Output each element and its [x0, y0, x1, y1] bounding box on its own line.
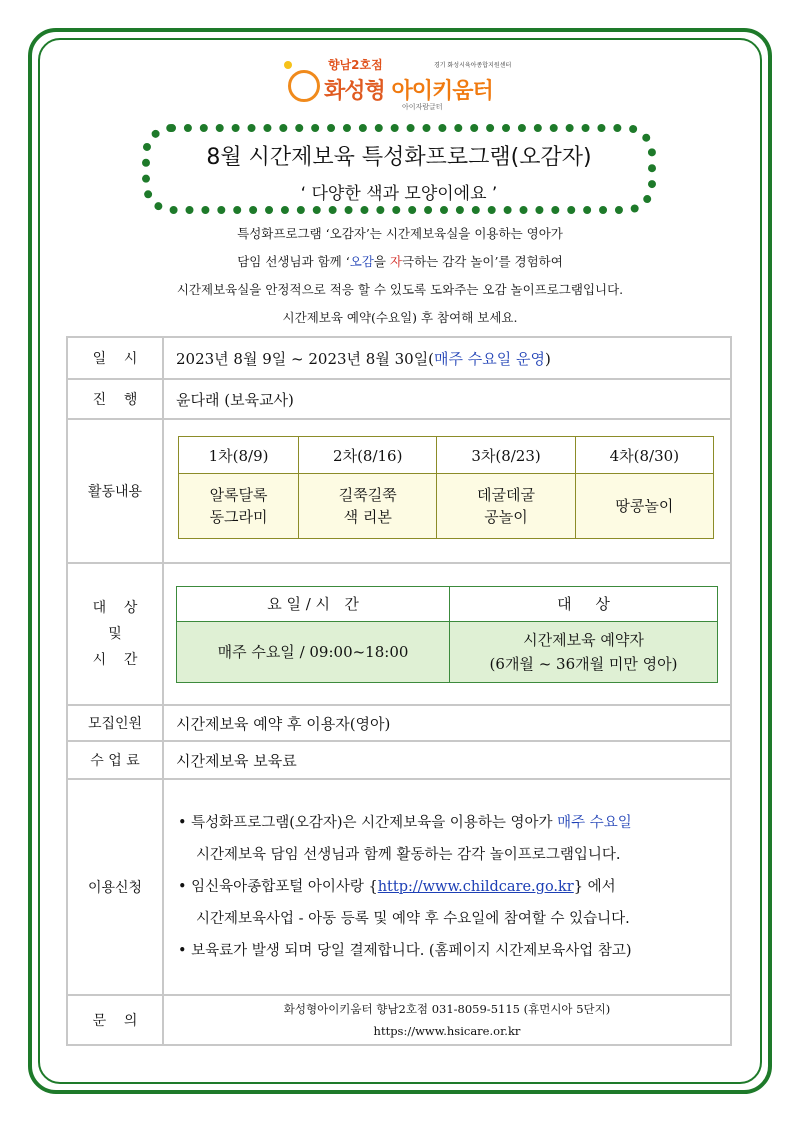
- target-body-row: [177, 621, 718, 682]
- apply-bullet-2: [178, 871, 730, 903]
- intro-line-2-c: 을: [373, 254, 390, 269]
- intro-text: [60, 220, 740, 332]
- target-who-line: (6개월 ~ 36개월 미만 영아): [489, 654, 678, 673]
- activity-header-row: [179, 437, 714, 474]
- apply-bullet-1-cont: 시간제보육 담임 선생님과 함께 활동하는 감각 놀이프로그램입니다.: [196, 847, 621, 863]
- activity-cell: [163, 419, 731, 563]
- activity-item-line: 알록달록: [209, 486, 268, 504]
- activity-label: 활동내용: [67, 419, 163, 563]
- contact-website-link[interactable]: https://www.hsicare.or.kr: [373, 1024, 521, 1038]
- contact-info: [164, 998, 730, 1042]
- logo: [288, 56, 518, 112]
- intro-line-2-b: 오감: [349, 254, 374, 269]
- activity-item: [299, 474, 437, 539]
- intro-line-2: [60, 248, 740, 276]
- target-header-row: [177, 586, 718, 621]
- activity-header: 3차(8/23): [437, 437, 575, 474]
- date-label: 일 시: [67, 337, 163, 379]
- apply-text: • 특성화프로그램(오감자)은 시간제보육을 이용하는 영아가: [178, 815, 558, 831]
- activity-item-line: 땅콩놀이: [615, 497, 674, 515]
- contact-label: 문 의: [67, 995, 163, 1045]
- table-row: [67, 379, 731, 419]
- target-header: 대 상: [450, 586, 718, 621]
- target-cell: [163, 563, 731, 705]
- date-highlight: 매주 수요일 운영: [434, 349, 546, 368]
- intro-line-1: 특성화프로그램 ‘오감자’는 시간제보육실을 이용하는 영아가: [237, 226, 563, 241]
- date-value-text: 2023년 8월 9일 ~ 2023년 8월 30일(: [176, 349, 435, 368]
- table-row: [67, 419, 731, 563]
- recruit-value: 시간제보육 예약 후 이용자(영아): [163, 705, 731, 741]
- apply-bullet-3: • 보육료가 발생 되며 당일 결제합니다. (홈페이지 시간제보육사업 참고): [178, 943, 632, 959]
- activity-item: [575, 474, 713, 539]
- activity-item: [437, 474, 575, 539]
- target-who: [450, 621, 718, 682]
- activity-header: 1차(8/9): [179, 437, 299, 474]
- target-header: 요 일 / 시 간: [177, 586, 450, 621]
- contact-cell: [163, 995, 731, 1045]
- activity-header: 4차(8/30): [575, 437, 713, 474]
- date-value-end: ): [545, 349, 551, 368]
- logo-name: [324, 74, 493, 105]
- recruit-label: 모집인원: [67, 705, 163, 741]
- intro-line-2-a: 담임 선생님과 함께 ‘: [237, 254, 350, 269]
- page-title: 8월 시간제보육 특성화프로그램(오감자): [206, 145, 592, 170]
- intro-line-4: 시간제보육 예약(수요일) 후 참여해 보세요.: [282, 310, 518, 325]
- apply-text: } 에서: [573, 879, 616, 895]
- apply-bullets: [164, 807, 730, 967]
- info-table: [66, 336, 732, 1046]
- target-label-line: 대 상: [92, 600, 138, 616]
- childcare-link[interactable]: http://www.childcare.go.kr: [377, 879, 574, 895]
- title-box: [142, 124, 656, 214]
- contact-line-1: 화성형아이키움터 향남2호점 031-8059-5115 (휴먼시아 5단지): [283, 1002, 611, 1016]
- date-value: [163, 337, 731, 379]
- table-row: [67, 779, 731, 995]
- target-who-line: 시간제보육 예약자: [523, 630, 644, 649]
- target-time: 매주 수요일 / 09:00~18:00: [177, 621, 450, 682]
- table-row: [67, 563, 731, 705]
- target-label-line: 시 간: [92, 652, 138, 668]
- table-row: [67, 995, 731, 1045]
- activity-item-line: 동그라미: [209, 508, 268, 526]
- activity-item-line: 색 리본: [343, 508, 392, 526]
- apply-highlight: 매주 수요일: [557, 815, 632, 831]
- sun-logo-icon: [288, 70, 320, 102]
- apply-bullet-2-cont: 시간제보육사업 - 아동 등록 및 예약 후 수요일에 참여할 수 있습니다.: [196, 911, 630, 927]
- logo-branch: 향남2호점: [328, 58, 383, 72]
- activity-item-line: 데굴데굴: [477, 486, 536, 504]
- activity-body-row: [179, 474, 714, 539]
- activity-header: 2차(8/16): [299, 437, 437, 474]
- target-label-line: 및: [108, 626, 122, 642]
- target-table: [176, 586, 718, 683]
- apply-text: • 임신육아종합포털 아이사랑 {: [178, 879, 378, 895]
- fee-label: 수 업 료: [67, 741, 163, 779]
- logo-name-main: 아이키움터: [391, 79, 493, 104]
- activity-item-line: 공놀이: [484, 508, 528, 526]
- page-subtitle: ‘ 다양한 색과 모양이에요 ’: [300, 184, 498, 204]
- fee-value: 시간제보육 보육료: [163, 741, 731, 779]
- progress-label: 진 행: [67, 379, 163, 419]
- logo-center-name: 경기 화성시육아종합지원센터: [434, 62, 512, 69]
- activity-table: [178, 436, 714, 539]
- logo-name-prefix: 화성형: [324, 79, 385, 104]
- apply-bullet-1: [178, 807, 730, 839]
- activity-item-line: 길쭉길쭉: [338, 486, 397, 504]
- progress-value: 윤다래 (보육교사): [163, 379, 731, 419]
- intro-line-2-d: 자: [389, 254, 402, 269]
- logo-sub: 아이자람글터: [402, 103, 443, 111]
- intro-line-3: 시간제보육실을 안정적으로 적응 할 수 있도록 도와주는 오감 놀이프로그램입니다.: [176, 282, 624, 297]
- target-label: [67, 563, 163, 705]
- intro-line-2-e: 극하는 감각 놀이’를 경험하여: [402, 254, 563, 269]
- table-row: [67, 337, 731, 379]
- table-row: [67, 741, 731, 779]
- apply-label: 이용신청: [67, 779, 163, 995]
- apply-cell: [163, 779, 731, 995]
- table-row: [67, 705, 731, 741]
- activity-item: [179, 474, 299, 539]
